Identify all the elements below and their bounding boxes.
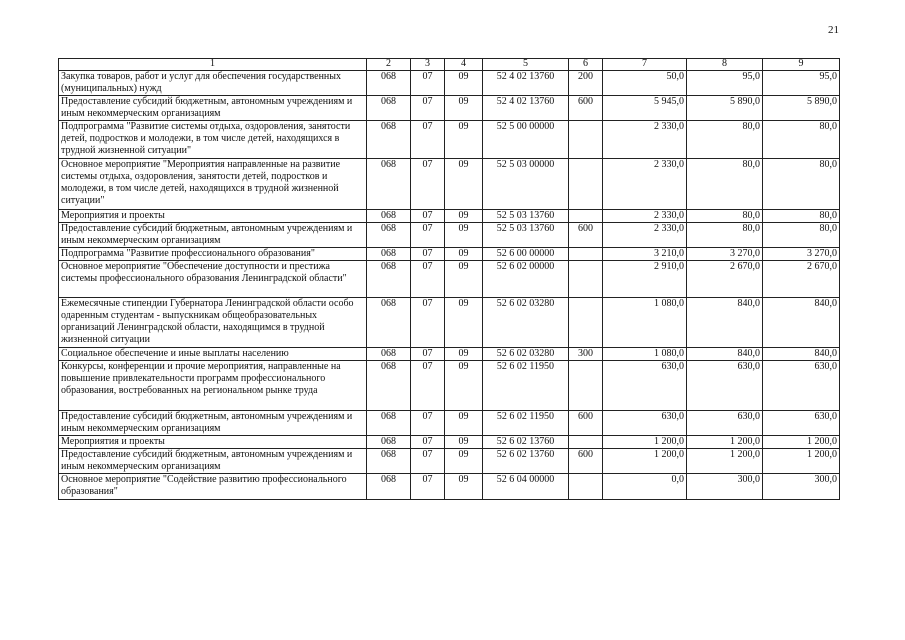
row-name-cell: Основное мероприятие "Обеспечение доступности и престижа системы профессионального образования Ленинградской области"	[59, 261, 367, 298]
page-number: 21	[828, 24, 839, 36]
amount-col9-cell: 630,0	[763, 411, 840, 436]
amount-col9-cell: 80,0	[763, 159, 840, 210]
amount-col9-cell: 3 270,0	[763, 248, 840, 261]
amount-col9-cell: 95,0	[763, 71, 840, 96]
row-name-cell: Подпрограмма "Развитие системы отдыха, оздоровления, занятости детей, подростков и молодежи, в том числе детей, находящихся в трудной жизненной ситуации"	[59, 121, 367, 159]
amount-col8-cell: 1 200,0	[687, 436, 763, 449]
amount-col9-cell: 630,0	[763, 361, 840, 411]
header-cell: 6	[569, 59, 603, 71]
expense-type-cell: 600	[569, 411, 603, 436]
row-name-cell: Предоставление субсидий бюджетным, автономным учреждениям и иным некоммерческим организациям	[59, 223, 367, 248]
section-cell: 07	[411, 474, 445, 500]
subsection-cell: 09	[445, 121, 483, 159]
expense-type-cell	[569, 361, 603, 411]
amount-col8-cell: 840,0	[687, 348, 763, 361]
amount-col7-cell: 1 080,0	[603, 298, 687, 348]
expense-type-cell	[569, 436, 603, 449]
amount-col7-cell: 2 330,0	[603, 159, 687, 210]
subsection-cell: 09	[445, 210, 483, 223]
amount-col7-cell: 50,0	[603, 71, 687, 96]
amount-col7-cell: 2 910,0	[603, 261, 687, 298]
section-cell: 07	[411, 71, 445, 96]
target-article-cell: 52 6 00 00000	[483, 248, 569, 261]
subsection-cell: 09	[445, 96, 483, 121]
ministry-code-cell: 068	[367, 248, 411, 261]
target-article-cell: 52 5 00 00000	[483, 121, 569, 159]
ministry-code-cell: 068	[367, 348, 411, 361]
subsection-cell: 09	[445, 348, 483, 361]
subsection-cell: 09	[445, 449, 483, 474]
section-cell: 07	[411, 361, 445, 411]
amount-col9-cell: 2 670,0	[763, 261, 840, 298]
expense-type-cell	[569, 474, 603, 500]
amount-col9-cell: 5 890,0	[763, 96, 840, 121]
ministry-code-cell: 068	[367, 261, 411, 298]
amount-col7-cell: 1 200,0	[603, 449, 687, 474]
section-cell: 07	[411, 436, 445, 449]
amount-col8-cell: 1 200,0	[687, 449, 763, 474]
subsection-cell: 09	[445, 436, 483, 449]
section-cell: 07	[411, 298, 445, 348]
row-name-cell: Предоставление субсидий бюджетным, автономным учреждениям и иным некоммерческим организациям	[59, 449, 367, 474]
header-cell: 8	[687, 59, 763, 71]
amount-col7-cell: 3 210,0	[603, 248, 687, 261]
row-name-cell: Предоставление субсидий бюджетным, автономным учреждениям и иным некоммерческим организациям	[59, 411, 367, 436]
amount-col8-cell: 80,0	[687, 210, 763, 223]
header-cell: 7	[603, 59, 687, 71]
section-cell: 07	[411, 411, 445, 436]
ministry-code-cell: 068	[367, 71, 411, 96]
amount-col8-cell: 840,0	[687, 298, 763, 348]
amount-col7-cell: 630,0	[603, 361, 687, 411]
section-cell: 07	[411, 449, 445, 474]
row-name-cell: Подпрограмма "Развитие профессионального образования"	[59, 248, 367, 261]
section-cell: 07	[411, 348, 445, 361]
subsection-cell: 09	[445, 71, 483, 96]
row-name-cell: Мероприятия и проекты	[59, 210, 367, 223]
ministry-code-cell: 068	[367, 436, 411, 449]
subsection-cell: 09	[445, 261, 483, 298]
row-name-cell: Основное мероприятие "Мероприятия направленные на развитие системы отдыха, оздоровления, занятости детей, подростков и молодежи, в том числе детей, находящихся в трудной жизненной ситуации"	[59, 159, 367, 210]
amount-col8-cell: 95,0	[687, 71, 763, 96]
expense-type-cell	[569, 298, 603, 348]
amount-col7-cell: 1 080,0	[603, 348, 687, 361]
ministry-code-cell: 068	[367, 223, 411, 248]
table-row	[59, 361, 840, 411]
amount-col9-cell: 840,0	[763, 298, 840, 348]
section-cell: 07	[411, 223, 445, 248]
amount-col8-cell: 80,0	[687, 223, 763, 248]
section-cell: 07	[411, 121, 445, 159]
amount-col7-cell: 5 945,0	[603, 96, 687, 121]
subsection-cell: 09	[445, 411, 483, 436]
expense-type-cell	[569, 261, 603, 298]
amount-col9-cell: 1 200,0	[763, 436, 840, 449]
amount-col9-cell: 80,0	[763, 223, 840, 248]
target-article-cell: 52 4 02 13760	[483, 71, 569, 96]
table-row	[59, 96, 840, 121]
row-name-cell: Предоставление субсидий бюджетным, автономным учреждениям и иным некоммерческим организациям	[59, 96, 367, 121]
amount-col8-cell: 2 670,0	[687, 261, 763, 298]
section-cell: 07	[411, 248, 445, 261]
section-cell: 07	[411, 96, 445, 121]
expense-type-cell: 600	[569, 223, 603, 248]
ministry-code-cell: 068	[367, 361, 411, 411]
amount-col7-cell: 1 200,0	[603, 436, 687, 449]
target-article-cell: 52 6 02 13760	[483, 436, 569, 449]
row-name-cell: Закупка товаров, работ и услуг для обеспечения государственных (муниципальных) нужд	[59, 71, 367, 96]
table-row	[59, 436, 840, 449]
table-row	[59, 159, 840, 210]
expense-type-cell	[569, 159, 603, 210]
target-article-cell: 52 6 02 03280	[483, 348, 569, 361]
target-article-cell: 52 5 03 13760	[483, 223, 569, 248]
expense-type-cell	[569, 248, 603, 261]
table-row	[59, 71, 840, 96]
row-name-cell: Основное мероприятие "Содействие развитию профессионального образования"	[59, 474, 367, 500]
amount-col8-cell: 630,0	[687, 361, 763, 411]
header-cell: 4	[445, 59, 483, 71]
table-row	[59, 261, 840, 298]
budget-table	[58, 58, 840, 500]
ministry-code-cell: 068	[367, 96, 411, 121]
expense-type-cell	[569, 121, 603, 159]
header-cell: 2	[367, 59, 411, 71]
subsection-cell: 09	[445, 474, 483, 500]
amount-col7-cell: 2 330,0	[603, 210, 687, 223]
amount-col8-cell: 630,0	[687, 411, 763, 436]
row-name-cell: Конкурсы, конференции и прочие мероприятия, направленные на повышение привлекательности программ профессионального образования, востребованных на региональном рынке труда	[59, 361, 367, 411]
section-cell: 07	[411, 159, 445, 210]
target-article-cell: 52 6 04 00000	[483, 474, 569, 500]
header-row	[59, 59, 840, 71]
amount-col7-cell: 2 330,0	[603, 121, 687, 159]
amount-col7-cell: 2 330,0	[603, 223, 687, 248]
table-row	[59, 121, 840, 159]
amount-col8-cell: 80,0	[687, 121, 763, 159]
target-article-cell: 52 4 02 13760	[483, 96, 569, 121]
target-article-cell: 52 6 02 03280	[483, 298, 569, 348]
table-row	[59, 411, 840, 436]
target-article-cell: 52 6 02 00000	[483, 261, 569, 298]
expense-type-cell: 600	[569, 96, 603, 121]
table-row	[59, 298, 840, 348]
amount-col9-cell: 80,0	[763, 121, 840, 159]
amount-col8-cell: 3 270,0	[687, 248, 763, 261]
target-article-cell: 52 6 02 13760	[483, 449, 569, 474]
expense-type-cell: 600	[569, 449, 603, 474]
target-article-cell: 52 6 02 11950	[483, 411, 569, 436]
ministry-code-cell: 068	[367, 159, 411, 210]
ministry-code-cell: 068	[367, 121, 411, 159]
expense-type-cell: 200	[569, 71, 603, 96]
header-cell: 5	[483, 59, 569, 71]
subsection-cell: 09	[445, 361, 483, 411]
expense-type-cell: 300	[569, 348, 603, 361]
row-name-cell: Мероприятия и проекты	[59, 436, 367, 449]
ministry-code-cell: 068	[367, 449, 411, 474]
target-article-cell: 52 6 02 11950	[483, 361, 569, 411]
amount-col8-cell: 300,0	[687, 474, 763, 500]
ministry-code-cell: 068	[367, 411, 411, 436]
amount-col9-cell: 1 200,0	[763, 449, 840, 474]
row-name-cell: Социальное обеспечение и иные выплаты населению	[59, 348, 367, 361]
ministry-code-cell: 068	[367, 210, 411, 223]
table-row	[59, 474, 840, 500]
subsection-cell: 09	[445, 159, 483, 210]
table-row	[59, 348, 840, 361]
header-cell: 9	[763, 59, 840, 71]
amount-col9-cell: 80,0	[763, 210, 840, 223]
amount-col8-cell: 5 890,0	[687, 96, 763, 121]
table-row	[59, 210, 840, 223]
table-row	[59, 248, 840, 261]
target-article-cell: 52 5 03 00000	[483, 159, 569, 210]
table-row	[59, 223, 840, 248]
amount-col7-cell: 0,0	[603, 474, 687, 500]
amount-col7-cell: 630,0	[603, 411, 687, 436]
expense-type-cell	[569, 210, 603, 223]
amount-col9-cell: 300,0	[763, 474, 840, 500]
amount-col9-cell: 840,0	[763, 348, 840, 361]
ministry-code-cell: 068	[367, 474, 411, 500]
amount-col8-cell: 80,0	[687, 159, 763, 210]
target-article-cell: 52 5 03 13760	[483, 210, 569, 223]
header-cell: 1	[59, 59, 367, 71]
subsection-cell: 09	[445, 248, 483, 261]
section-cell: 07	[411, 210, 445, 223]
header-cell: 3	[411, 59, 445, 71]
subsection-cell: 09	[445, 223, 483, 248]
ministry-code-cell: 068	[367, 298, 411, 348]
table-row	[59, 449, 840, 474]
row-name-cell: Ежемесячные стипендии Губернатора Ленинградской области особо одаренным студентам - выпускникам общеобразовательных организаций Ленинградской области, находящимся в трудной жизненной ситуации	[59, 298, 367, 348]
subsection-cell: 09	[445, 298, 483, 348]
section-cell: 07	[411, 261, 445, 298]
